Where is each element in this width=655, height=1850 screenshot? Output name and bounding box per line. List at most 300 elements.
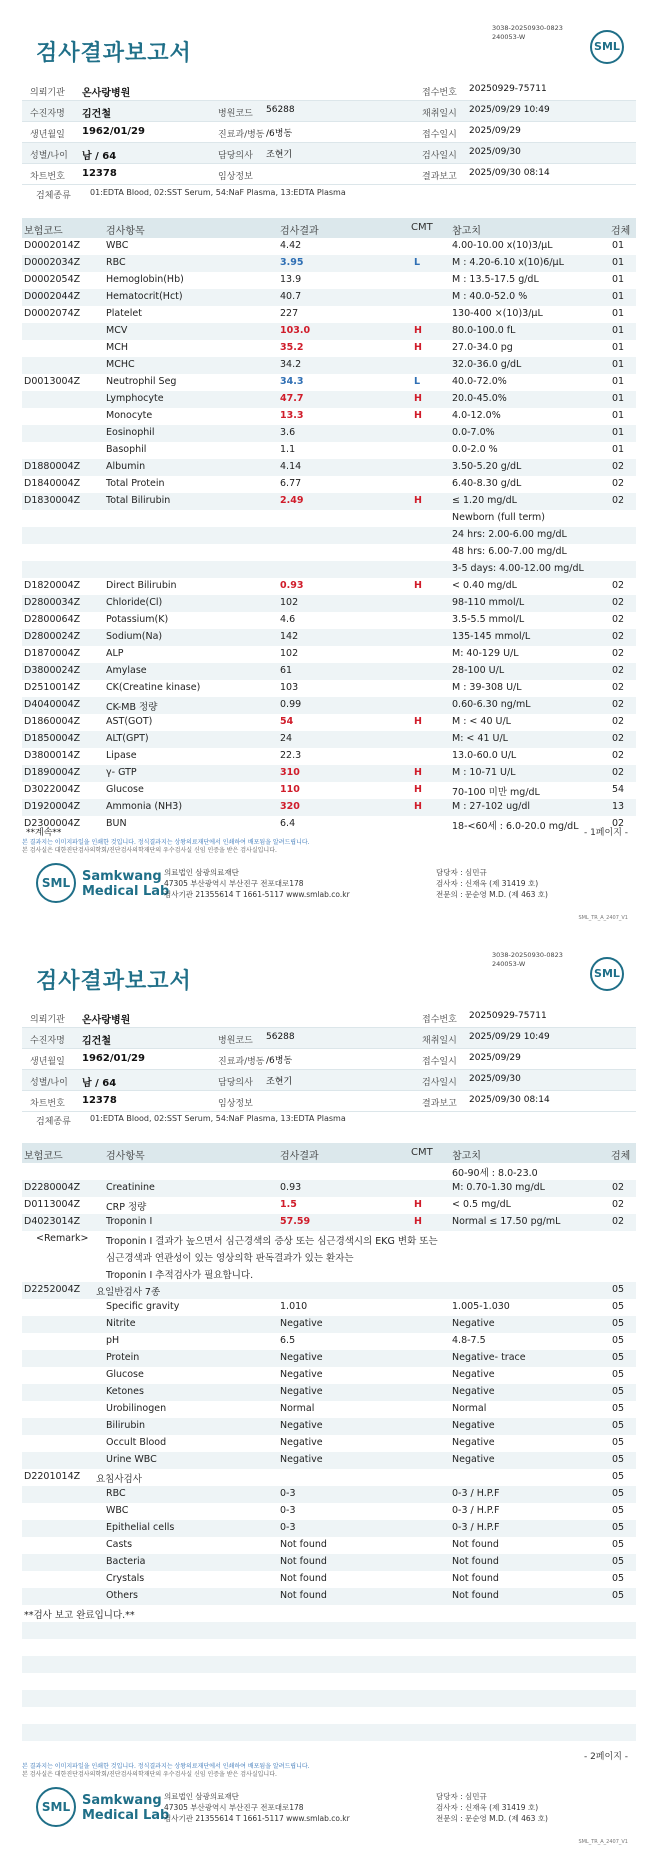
table-row: [22, 544, 636, 561]
row-specimen: 02: [612, 682, 625, 693]
row-ref: Negative: [452, 1369, 495, 1380]
receipt-date-value: 2025/09/29: [469, 1053, 521, 1063]
row-flag: H: [414, 325, 422, 336]
row-result: 0-3: [280, 1505, 296, 1516]
row-item: MCV: [106, 325, 128, 336]
test-date-label: 검사일시: [422, 151, 457, 161]
disclaimer: 본 결과지는 이미지파일을 인쇄한 것입니다. 정식결과지는 상왕의료재단에서 인쇄하여 배포됨을 알려드립니다.: [22, 839, 310, 846]
remark-text: Troponin I 추적검사가 필요합니다.: [106, 1270, 254, 1281]
clinical-label: 임상정보: [218, 1099, 253, 1109]
row-item: 요침사검사: [96, 1474, 142, 1485]
row-specimen: 01: [612, 308, 625, 319]
row-result: Negative: [280, 1454, 323, 1465]
doctor-label: 담당의사: [218, 1078, 253, 1088]
completion-note: **검사 보고 완료입니다.**: [24, 1610, 135, 1621]
row-specimen: 05: [612, 1539, 625, 1550]
table-row: [22, 1180, 636, 1197]
row-specimen: 02: [612, 580, 625, 591]
row-ref: 20.0-45.0%: [452, 393, 507, 404]
row-ref: 0-3 / H.P.F: [452, 1488, 500, 1499]
row-item: AST(GOT): [106, 716, 153, 727]
row-result: Negative: [280, 1318, 323, 1329]
row-ref: 18-<60세 : 6.0-20.0 mg/dL: [452, 821, 579, 832]
row-result: Negative: [280, 1386, 323, 1397]
row-item: Nitrite: [106, 1318, 136, 1329]
row-flag: H: [414, 495, 422, 506]
table-row: [22, 612, 636, 629]
hospital-value: 온사랑병원: [82, 1015, 131, 1026]
sml-logo-icon: SML: [36, 863, 76, 903]
col-ref: 참고치: [452, 226, 481, 237]
dept-value: /6병동: [266, 129, 293, 139]
col-specimen: 검체: [611, 226, 631, 237]
row-flag: H: [414, 342, 422, 353]
row-result: 57.59: [280, 1216, 311, 1227]
page-number: - 1페이지 -: [583, 828, 628, 838]
row-ref: 1.005-1.030: [452, 1301, 510, 1312]
collect-date-value: 2025/09/29 10:49: [469, 105, 550, 115]
row-code: D0002074Z: [24, 308, 81, 319]
row-specimen: 05: [612, 1454, 625, 1465]
row-ref: < 0.40 mg/dL: [452, 580, 517, 591]
empty-row: [22, 1622, 636, 1639]
row-result: 22.3: [280, 750, 302, 761]
row-specimen: 02: [612, 699, 625, 710]
row-ref: 4.8-7.5: [452, 1335, 486, 1346]
row-ref: ≤ 1.20 mg/dL: [452, 495, 517, 506]
report-title: 검사결과보고서: [36, 969, 192, 994]
row-ref: 13.0-60.0 U/L: [452, 750, 517, 761]
row-item: Hematocrit(Hct): [106, 291, 183, 302]
page-1-footer: [22, 828, 636, 921]
row-result: 103.0: [280, 325, 311, 336]
table-row: [22, 595, 636, 612]
row-ref: 27.0-34.0 pg: [452, 342, 513, 353]
table-row: [22, 816, 636, 833]
row-item: Basophil: [106, 444, 147, 455]
row-result: 227: [280, 308, 299, 319]
clinical-label: 임상정보: [218, 172, 253, 182]
col-cmt: CMT: [411, 1147, 433, 1158]
doctor-label: 담당의사: [218, 151, 253, 161]
page-number: - 2페이지 -: [583, 1752, 628, 1762]
table-row: [22, 425, 636, 442]
report-page-2: [0, 925, 655, 1850]
collect-date-value: 2025/09/29 10:49: [469, 1032, 550, 1042]
table-row: [22, 799, 636, 816]
row-item: Occult Blood: [106, 1437, 167, 1448]
row-item: CRP 정량: [106, 1202, 147, 1213]
row-result: 0.99: [280, 699, 302, 710]
receipt-no-label: 접수번호: [422, 1015, 457, 1025]
hospital-value: 온사랑병원: [82, 88, 131, 99]
row-item: pH: [106, 1335, 120, 1346]
row-ref: M : 13.5-17.5 g/dL: [452, 274, 539, 285]
row-specimen: 05: [612, 1318, 625, 1329]
row-flag: H: [414, 410, 422, 421]
row-item: ALT(GPT): [106, 733, 149, 744]
row-code: D1850004Z: [24, 733, 81, 744]
table-row: [22, 510, 636, 527]
row-specimen: 01: [612, 240, 625, 251]
row-ref: 24 hrs: 2.00-6.00 mg/dL: [452, 529, 567, 540]
remark-text: Troponin I 결과가 높으면서 심근경색의 증상 또는 심근경색시의 EKG 변화 또는: [106, 1236, 438, 1247]
row-specimen: 02: [612, 461, 625, 472]
row-flag: H: [414, 1199, 422, 1210]
remark-label: <Remark>: [36, 1233, 89, 1244]
row-code: D2510014Z: [24, 682, 81, 693]
row-specimen: 13: [612, 801, 625, 812]
birth-value: 1962/01/29: [82, 126, 145, 137]
row-item: Sodium(Na): [106, 631, 163, 642]
accreditation-note: 본 검사실은 대한진단검사의학회/진단검사의학재단의 우수검사실 신임 인증을 받은 검사실입니다.: [22, 847, 277, 854]
table-row: [22, 1163, 636, 1180]
table-row: [22, 289, 636, 306]
org-info: 의료법인 삼광의료재단 47305 부산광역시 부산진구 전포대로178 검사기관 21355614 T 1661-5117 www.smlab.co.kr: [164, 868, 350, 899]
row-result: 34.3: [280, 376, 304, 387]
col-cmt: CMT: [411, 222, 433, 233]
remark-line: [22, 1265, 636, 1282]
row-ref: 6.40-8.30 g/dL: [452, 478, 522, 489]
test-date-value: 2025/09/30: [469, 1074, 521, 1084]
row-item: RBC: [106, 257, 126, 268]
col-specimen: 검체: [611, 1151, 631, 1162]
table-row: [22, 357, 636, 374]
row-ref: Normal: [452, 1403, 487, 1414]
row-ref: Newborn (full term): [452, 512, 545, 523]
table-row: [22, 578, 636, 595]
table-row: [22, 561, 636, 578]
dept-label: 진료과/병동: [218, 1057, 265, 1067]
row-flag: H: [414, 801, 422, 812]
row-ref: 98-110 mmol/L: [452, 597, 525, 608]
row-code: D1890004Z: [24, 767, 81, 778]
row-specimen: 01: [612, 444, 625, 455]
col-result: 검사결과: [280, 226, 319, 237]
row-result: 102: [280, 648, 299, 659]
row-item: Urine WBC: [106, 1454, 157, 1465]
table-row: [22, 1503, 636, 1520]
row-item: MCHC: [106, 359, 135, 370]
dept-value: /6병동: [266, 1056, 293, 1066]
row-item: Platelet: [106, 308, 142, 319]
row-item: Neutrophil Seg: [106, 376, 177, 387]
row-specimen: 02: [612, 767, 625, 778]
specimen-value: 01:EDTA Blood, 02:SST Serum, 54:NaF Plasma, 13:EDTA Plasma: [90, 1114, 346, 1123]
table-row: [22, 1350, 636, 1367]
table-row: [22, 697, 636, 714]
row-code: D0002054Z: [24, 274, 81, 285]
row-item: Lipase: [106, 750, 137, 761]
row-code: D2800034Z: [24, 597, 81, 608]
row-flag: H: [414, 767, 422, 778]
name-value: 김건철: [82, 1036, 111, 1047]
table-row: [22, 629, 636, 646]
row-ref: 3-5 days: 4.00-12.00 mg/dL: [452, 563, 584, 574]
row-ref: 4.00-10.00 x(10)3/μL: [452, 240, 553, 251]
table-row: [22, 408, 636, 425]
specimen-value: 01:EDTA Blood, 02:SST Serum, 54:NaF Plasma, 13:EDTA Plasma: [90, 188, 346, 197]
table-row: [22, 1367, 636, 1384]
row-code: D1860004Z: [24, 716, 81, 727]
row-result: 34.2: [280, 359, 302, 370]
table-row: [22, 680, 636, 697]
table-row: [22, 714, 636, 731]
row-result: 47.7: [280, 393, 304, 404]
row-code: D1870004Z: [24, 648, 81, 659]
col-item: 검사항목: [106, 226, 145, 237]
receipt-date-value: 2025/09/29: [469, 126, 521, 136]
row-specimen: 02: [612, 1182, 625, 1193]
specimen-types: [22, 185, 636, 203]
row-code: D2280004Z: [24, 1182, 81, 1193]
row-specimen: 54: [612, 784, 625, 795]
table-row: [22, 1401, 636, 1418]
birth-label: 생년월일: [30, 1057, 65, 1067]
row-item: CK-MB 정량: [106, 702, 158, 713]
table-row: [22, 1197, 636, 1214]
row-specimen: 05: [612, 1471, 625, 1482]
report-date-label: 결과보고: [422, 1099, 457, 1109]
row-result: Not found: [280, 1573, 327, 1584]
row-result: 24: [280, 733, 293, 744]
row-ref: M : 40.0-52.0 %: [452, 291, 528, 302]
row-ref: M : 4.20-6.10 x(10)6/μL: [452, 257, 564, 268]
row-item: Ammonia (NH3): [106, 801, 183, 812]
brand-name: Samkwang Medical Lab: [82, 869, 170, 899]
row-item: Glucose: [106, 1369, 144, 1380]
row-code: D0002034Z: [24, 257, 81, 268]
row-item: Troponin I: [106, 1216, 153, 1227]
table-row: [22, 731, 636, 748]
row-specimen: 01: [612, 291, 625, 302]
row-specimen: 05: [612, 1590, 625, 1601]
row-item: WBC: [106, 1505, 129, 1516]
row-specimen: 05: [612, 1335, 625, 1346]
table-row: [22, 1554, 636, 1571]
hospital-code-label: 병원코드: [218, 1036, 253, 1046]
results-table-page-2: [22, 1163, 636, 1758]
row-specimen: 01: [612, 393, 625, 404]
row-item: Lymphocyte: [106, 393, 164, 404]
version-code: SML_TR_A_2407_V1: [578, 915, 628, 921]
receipt-no-value: 20250929-75711: [469, 84, 547, 94]
row-specimen: 02: [612, 631, 625, 642]
brand-name: Samkwang Medical Lab: [82, 1793, 170, 1823]
row-item: 요일반검사 7종: [96, 1287, 161, 1298]
receipt-no-label: 접수번호: [422, 88, 457, 98]
signatures: 담당자 : 심민규 검사자 : 신재옥 (제 31419 호) 전문의 : 문순영 M.D. (제 463 호): [436, 1792, 548, 1823]
row-ref: 0.0-7.0%: [452, 427, 495, 438]
row-specimen: 01: [612, 257, 625, 268]
specimen-label: 검체종류: [36, 1117, 71, 1127]
row-ref: M: 40-129 U/L: [452, 648, 519, 659]
doctor-value: 조현기: [266, 1077, 293, 1087]
row-specimen: 02: [612, 495, 625, 506]
row-code: D4023014Z: [24, 1216, 81, 1227]
row-result: 6.5: [280, 1335, 296, 1346]
row-code: D1920004Z: [24, 801, 81, 812]
row-specimen: 02: [612, 478, 625, 489]
row-specimen: 05: [612, 1437, 625, 1448]
row-specimen: 05: [612, 1284, 625, 1295]
row-result: 103: [280, 682, 299, 693]
row-result: 0.93: [280, 1182, 302, 1193]
row-item: BUN: [106, 818, 127, 829]
name-value: 김건철: [82, 109, 111, 120]
birth-value: 1962/01/29: [82, 1053, 145, 1064]
table-row: [22, 1486, 636, 1503]
hospital-label: 의뢰기관: [30, 1015, 65, 1025]
row-specimen: 02: [612, 1199, 625, 1210]
row-result: 3.95: [280, 257, 304, 268]
col-ref: 참고치: [452, 1151, 481, 1162]
table-row: [22, 748, 636, 765]
results-table-page-1: [22, 238, 636, 833]
sex-age-value: 남 / 64: [82, 151, 117, 162]
row-result: 1.5: [280, 1199, 297, 1210]
sml-logo-icon: SML: [590, 957, 624, 991]
row-item: Hemoglobin(Hb): [106, 274, 184, 285]
table-row: [22, 442, 636, 459]
col-result: 검사결과: [280, 1151, 319, 1162]
row-code: D1820004Z: [24, 580, 81, 591]
row-item: Total Protein: [106, 478, 165, 489]
row-specimen: 05: [612, 1301, 625, 1312]
row-specimen: 05: [612, 1386, 625, 1397]
row-ref: 28-100 U/L: [452, 665, 505, 676]
table-row: [22, 527, 636, 544]
row-ref: Normal ≤ 17.50 pg/mL: [452, 1216, 561, 1227]
row-specimen: 01: [612, 342, 625, 353]
row-ref: 48 hrs: 6.00-7.00 mg/dL: [452, 546, 567, 557]
col-item: 검사항목: [106, 1151, 145, 1162]
row-result: 35.2: [280, 342, 304, 353]
table-row: [22, 476, 636, 493]
patient-info: [22, 80, 636, 185]
row-specimen: 02: [612, 614, 625, 625]
table-row: [22, 1435, 636, 1452]
row-item: Urobilinogen: [106, 1403, 167, 1414]
row-item: Amylase: [106, 665, 147, 676]
row-ref: 40.0-72.0%: [452, 376, 507, 387]
row-ref: Negative: [452, 1386, 495, 1397]
report-date-label: 결과보고: [422, 172, 457, 182]
row-ref: 3.5-5.5 mmol/L: [452, 614, 525, 625]
row-specimen: 05: [612, 1556, 625, 1567]
row-result: Negative: [280, 1369, 323, 1380]
table-row: [22, 391, 636, 408]
table-row: [22, 1571, 636, 1588]
row-result: 102: [280, 597, 299, 608]
table-row: [22, 646, 636, 663]
row-ref: Not found: [452, 1556, 499, 1567]
row-result: 6.77: [280, 478, 302, 489]
row-ref: Not found: [452, 1573, 499, 1584]
remark-line: [22, 1248, 636, 1265]
row-item: MCH: [106, 342, 128, 353]
row-result: 13.3: [280, 410, 304, 421]
row-code: D2201014Z: [24, 1471, 81, 1482]
table-row: [22, 340, 636, 357]
row-result: Negative: [280, 1352, 323, 1363]
empty-row: [22, 1707, 636, 1724]
row-ref: Negative- trace: [452, 1352, 526, 1363]
row-item: Others: [106, 1590, 138, 1601]
row-specimen: 05: [612, 1573, 625, 1584]
empty-row: [22, 1656, 636, 1673]
row-specimen: 02: [612, 733, 625, 744]
row-ref: Not found: [452, 1539, 499, 1550]
row-item: Epithelial cells: [106, 1522, 175, 1533]
row-item: Bilirubin: [106, 1420, 146, 1431]
table-row: [22, 459, 636, 476]
row-result: 320: [280, 801, 300, 812]
row-ref: 60-90세 : 8.0-23.0: [452, 1168, 538, 1179]
row-specimen: 01: [612, 274, 625, 285]
row-result: 4.6: [280, 614, 296, 625]
row-ref: Not found: [452, 1590, 499, 1601]
row-ref: 0-3 / H.P.F: [452, 1522, 500, 1533]
row-specimen: 05: [612, 1403, 625, 1414]
row-specimen: 05: [612, 1522, 625, 1533]
disclaimer: 본 결과지는 이미지파일을 인쇄한 것입니다. 정식결과지는 상왕의료재단에서 인쇄하여 배포됨을 알려드립니다.: [22, 1763, 310, 1770]
table-row: [22, 1520, 636, 1537]
remark-text: 심근경색과 연관성이 있는 영상의학 판독결과가 있는 환자는: [106, 1253, 354, 1264]
row-result: Not found: [280, 1539, 327, 1550]
row-item: ALP: [106, 648, 124, 659]
row-ref: 3.50-5.20 g/dL: [452, 461, 522, 472]
table-row: [22, 765, 636, 782]
row-item: Creatinine: [106, 1182, 155, 1193]
row-ref: Negative: [452, 1454, 495, 1465]
org-info: 의료법인 삼광의료재단 47305 부산광역시 부산진구 전포대로178 검사기관 21355614 T 1661-5117 www.smlab.co.kr: [164, 1792, 350, 1823]
row-specimen: 02: [612, 818, 625, 829]
row-item: Ketones: [106, 1386, 144, 1397]
row-code: D2300004Z: [24, 818, 81, 829]
table-row: [22, 1316, 636, 1333]
row-item: Total Bilirubin: [106, 495, 171, 506]
row-result: Normal: [280, 1403, 315, 1414]
row-result: 1.010: [280, 1301, 308, 1312]
document-number: 3038-20250930-0823 240053-W: [492, 951, 563, 968]
row-result: 0-3: [280, 1522, 296, 1533]
row-code: D1830004Z: [24, 495, 81, 506]
row-item: γ- GTP: [106, 767, 137, 778]
accreditation-note: 본 검사실은 대한진단검사의학회/진단검사의학재단의 우수검사실 신임 인증을 받은 검사실입니다.: [22, 1771, 277, 1778]
row-specimen: 01: [612, 427, 625, 438]
table-row: [22, 1384, 636, 1401]
table-row: [22, 782, 636, 799]
collect-date-label: 채취일시: [422, 109, 457, 119]
row-code: D2252004Z: [24, 1284, 81, 1295]
row-ref: 0.60-6.30 ng/mL: [452, 699, 531, 710]
row-item: WBC: [106, 240, 129, 251]
row-item: Eosinophil: [106, 427, 155, 438]
chart-no-value: 12378: [82, 1095, 117, 1106]
row-specimen: 01: [612, 359, 625, 370]
row-result: 61: [280, 665, 293, 676]
table-row: [22, 272, 636, 289]
report-date-value: 2025/09/30 08:14: [469, 168, 550, 178]
row-ref: 0-3 / H.P.F: [452, 1505, 500, 1516]
row-result: 0.93: [280, 580, 304, 591]
row-specimen: 02: [612, 648, 625, 659]
row-code: D2800064Z: [24, 614, 81, 625]
row-specimen: 01: [612, 376, 625, 387]
row-result: 40.7: [280, 291, 302, 302]
chart-no-label: 차트번호: [30, 1099, 65, 1109]
